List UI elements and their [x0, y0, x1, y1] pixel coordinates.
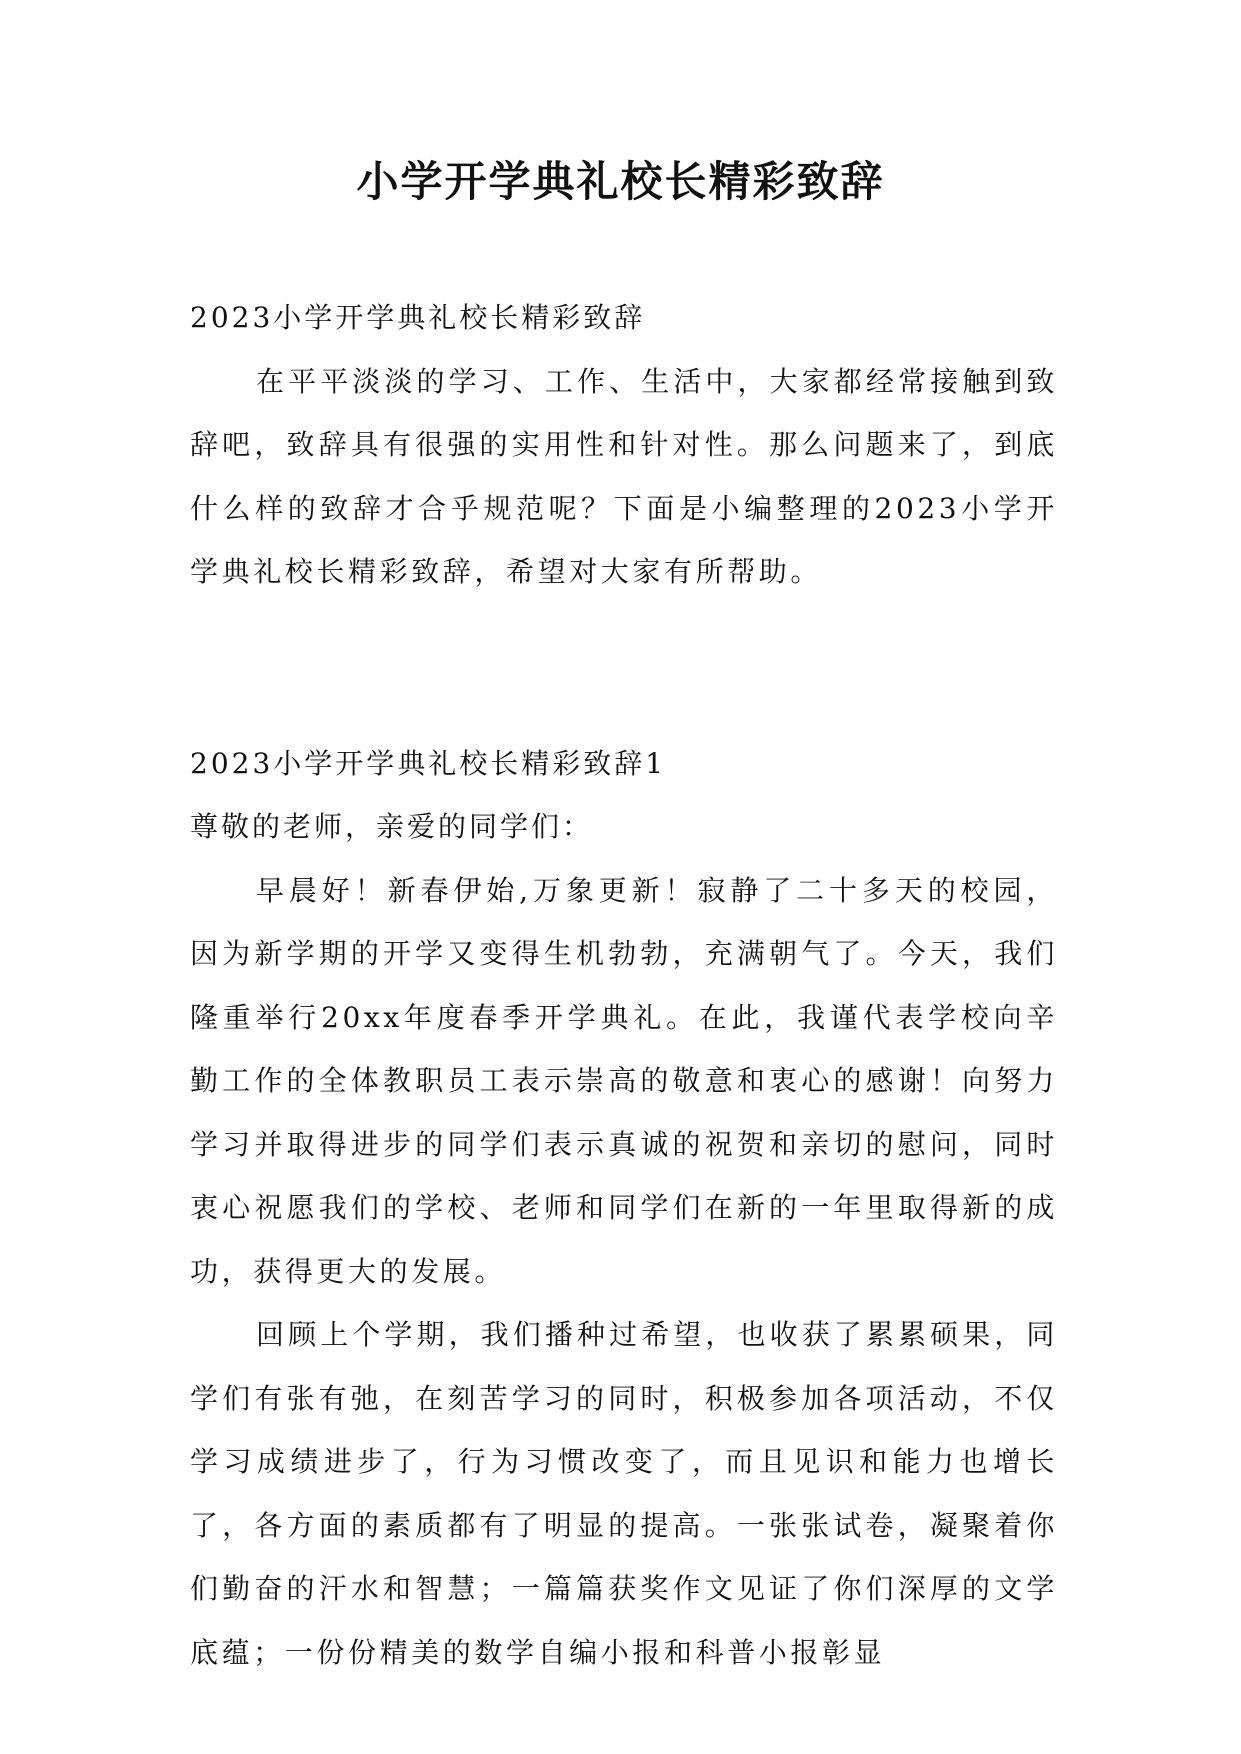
intro-paragraph: 在平平淡淡的学习、工作、生活中，大家都经常接触到致辞吧，致辞具有很强的实用性和针对性。那么问题来了，到底什么样的致辞才合乎规范呢？下面是小编整理的2023小学开学典礼校长精彩致辞，希望对大家有所帮助。 [190, 364, 1058, 588]
document-body [190, 286, 1058, 1684]
body-paragraph: 回顾上个学期，我们播种过希望，也收获了累累硕果，同学们有张有弛，在刻苦学习的同时，积极参加各项活动，不仅学习成绩进步了，行为习惯改变了，而且见识和能力也增长了，各方面的素质都有了明显的提高。一张张试卷，凝聚着你们勤奋的汗水和智慧；一篇篇获奖作文见证了你们深厚的文学底蕴；一份份精美的数学自编小报和科普小报彰显 [190, 1318, 1058, 1669]
salutation: 尊敬的老师，亲爱的同学们： [190, 810, 594, 843]
section-heading: 2023小学开学典礼校长精彩致辞1 [190, 746, 667, 780]
section-spacer [190, 604, 1058, 732]
document-subtitle: 2023小学开学典礼校长精彩致辞 [190, 301, 646, 334]
body-paragraph: 早晨好！新春伊始,万象更新！寂静了二十多天的校园，因为新学期的开学又变得生机勃勃，充满朝气了。今天，我们隆重举行20xx年度春季开学典礼。在此，我谨代表学校向辛勤工作的全体教职员工表示崇高的敬意和衷心的感谢！向努力学习并取得进步的同学们表示真诚的祝贺和亲切的慰问，同时衷心祝愿我们的学校、老师和同学们在新的一年里取得新的成功，获得更大的发展。 [190, 873, 1058, 1288]
document-title: 小学开学典礼校长精彩致辞 [356, 157, 885, 206]
